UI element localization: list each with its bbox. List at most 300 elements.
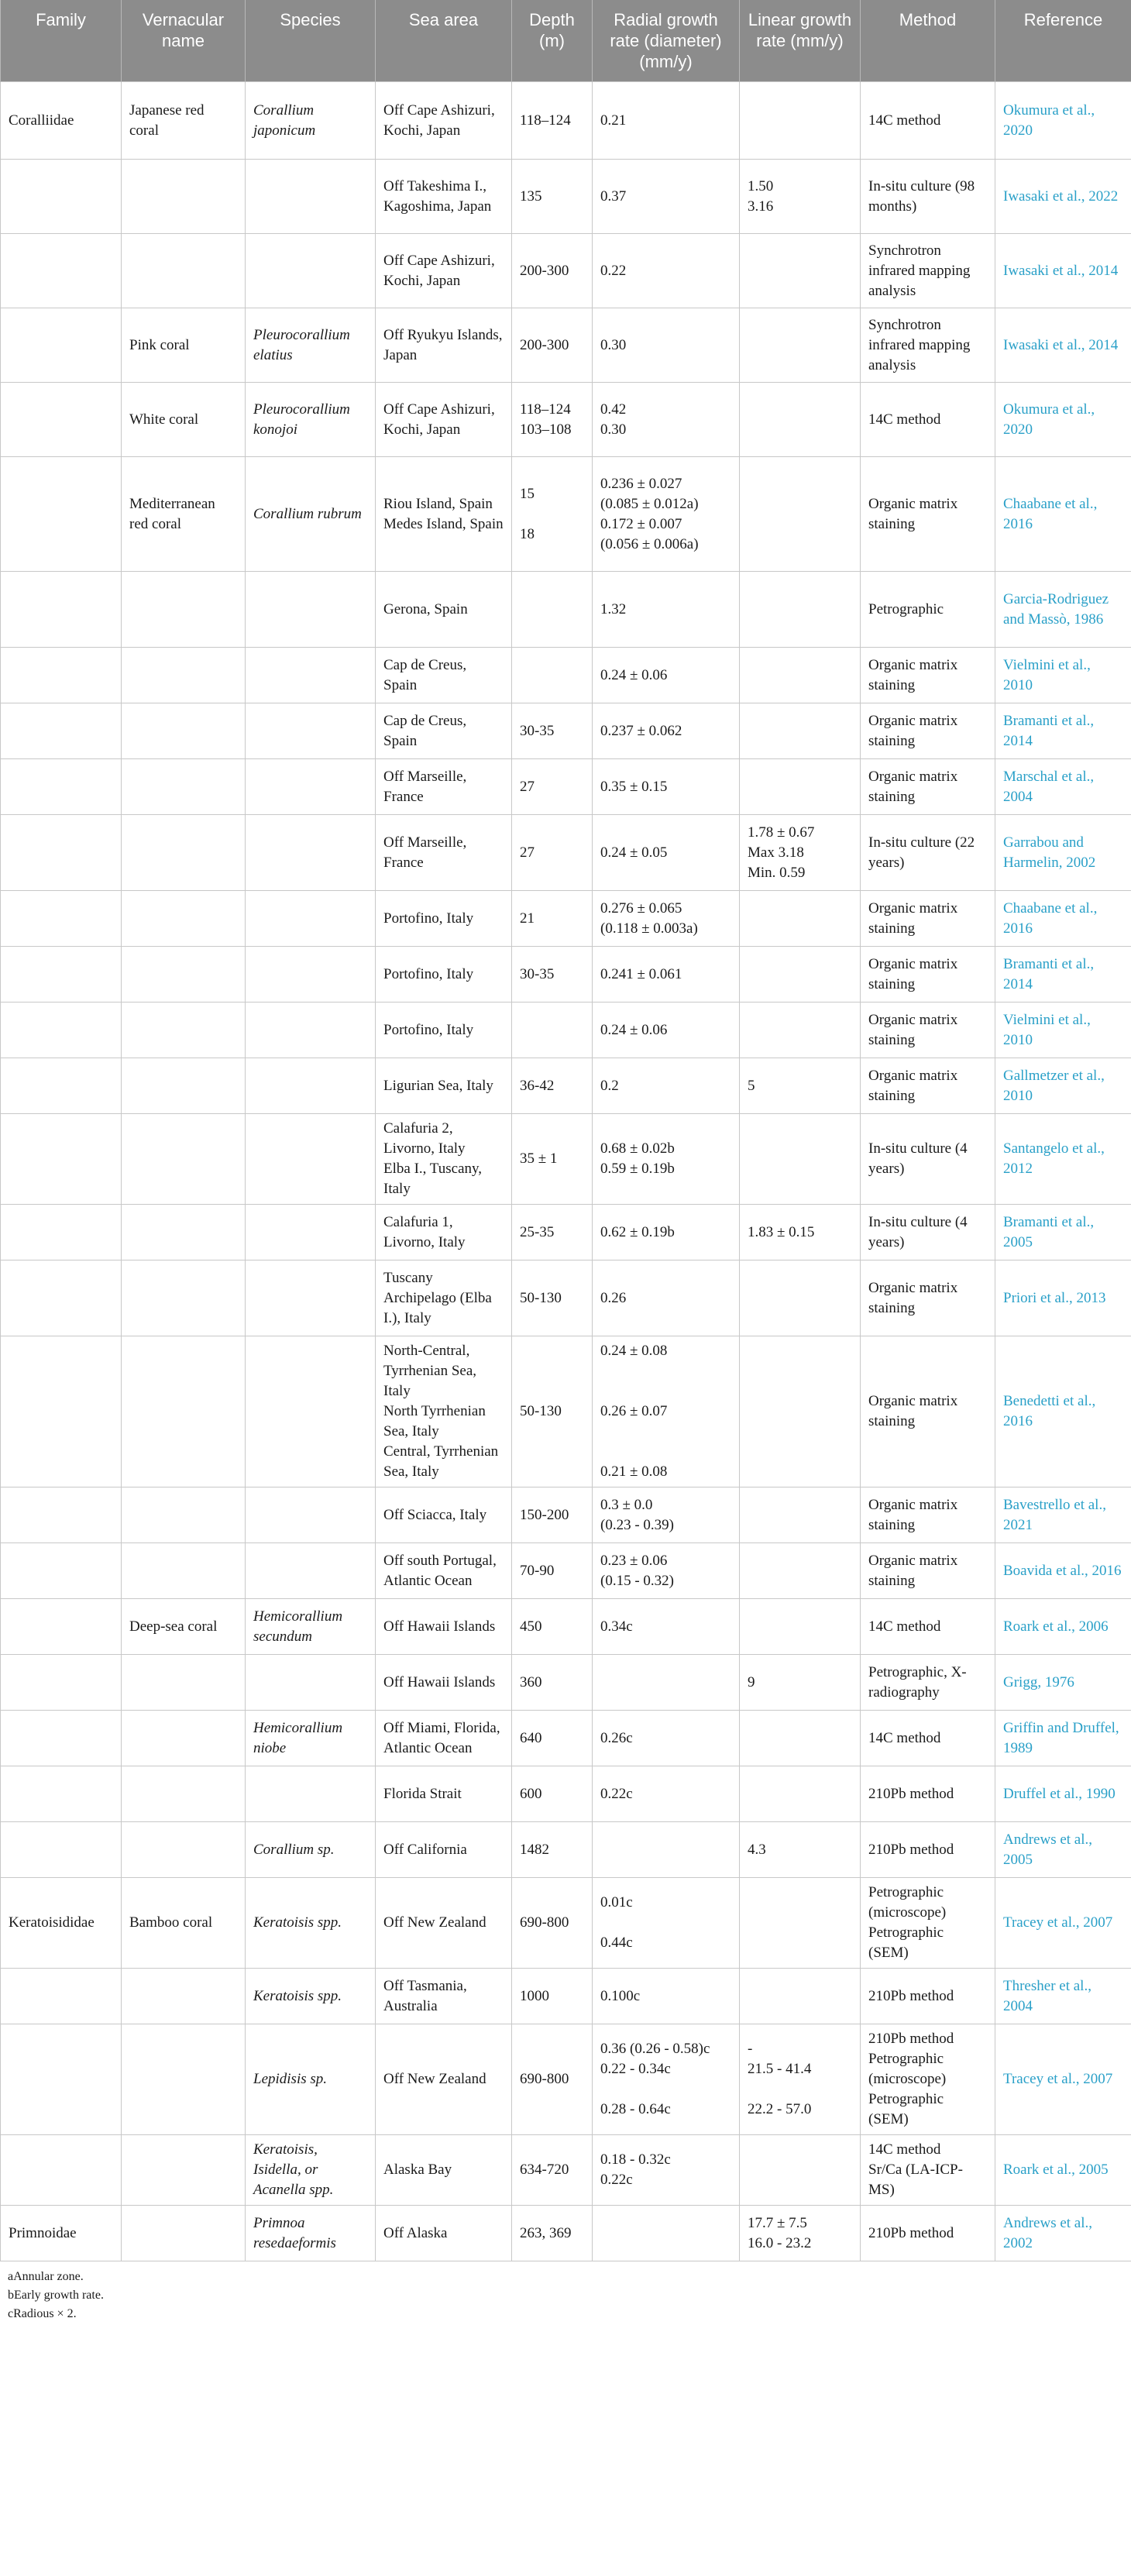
cell-species: Hemicorallium niobe: [246, 1711, 376, 1766]
cell-linear: [740, 1599, 861, 1655]
cell-sea: Calafuria 2, Livorno, Italy Elba I., Tuscany, Italy: [376, 1114, 512, 1205]
cell-radial: 0.22: [593, 234, 740, 308]
cell-method: Organic matrix staining: [861, 1543, 995, 1599]
cell-vernacular: [122, 1058, 246, 1114]
cell-species: [246, 1766, 376, 1822]
cell-linear: [740, 572, 861, 648]
cell-depth: [512, 572, 593, 648]
cell-sea: Off Hawaii Islands: [376, 1655, 512, 1711]
cell-family: [1, 759, 122, 815]
cell-depth: 1482: [512, 1822, 593, 1878]
cell-species: [246, 947, 376, 1003]
cell-depth: 150-200: [512, 1487, 593, 1543]
cell-radial: 0.24 ± 0.08 0.26 ± 0.07 0.21 ± 0.08: [593, 1336, 740, 1487]
cell-depth: 15 18: [512, 457, 593, 572]
cell-depth: 690-800: [512, 1878, 593, 1969]
cell-depth: [512, 648, 593, 703]
table-row: [1, 759, 1131, 815]
cell-vernacular: [122, 2135, 246, 2206]
cell-reference[interactable]: Priori et al., 2013: [995, 1260, 1131, 1336]
cell-linear: [740, 2135, 861, 2206]
cell-radial: 0.23 ± 0.06 (0.15 - 0.32): [593, 1543, 740, 1599]
cell-depth: [512, 1003, 593, 1058]
cell-method: Synchrotron infrared mapping analysis: [861, 308, 995, 383]
cell-sea: Off Marseille, France: [376, 815, 512, 891]
cell-radial: 0.68 ± 0.02b 0.59 ± 0.19b: [593, 1114, 740, 1205]
cell-sea: Calafuria 1, Livorno, Italy: [376, 1205, 512, 1260]
cell-sea: North-Central, Tyrrhenian Sea, Italy North Tyrrhenian Sea, Italy Central, Tyrrhenian Sea, Italy: [376, 1336, 512, 1487]
cell-sea: Florida Strait: [376, 1766, 512, 1822]
table-row: [1, 1599, 1131, 1655]
cell-species: Lepidisis sp.: [246, 2024, 376, 2135]
cell-species: [246, 1003, 376, 1058]
cell-depth: 27: [512, 759, 593, 815]
cell-species: Pleurocorallium konojoi: [246, 383, 376, 457]
cell-vernacular: Japanese red coral: [122, 82, 246, 160]
cell-radial: 0.3 ± 0.0 (0.23 - 0.39): [593, 1487, 740, 1543]
cell-sea: Off Ryukyu Islands, Japan: [376, 308, 512, 383]
cell-linear: 1.83 ± 0.15: [740, 1205, 861, 1260]
cell-vernacular: [122, 891, 246, 947]
cell-sea: Portofino, Italy: [376, 1003, 512, 1058]
cell-method: Organic matrix staining: [861, 947, 995, 1003]
footnote: cRadious × 2.: [8, 2307, 77, 2320]
cell-sea: Tuscany Archipelago (Elba I.), Italy: [376, 1260, 512, 1336]
cell-radial: 0.30: [593, 308, 740, 383]
cell-species: Keratoisis, Isidella, or Acanella spp.: [246, 2135, 376, 2206]
cell-radial: 0.62 ± 0.19b: [593, 1205, 740, 1260]
cell-reference[interactable]: Chaabane et al., 2016: [995, 891, 1131, 947]
header-vernacular: Vernacular name: [122, 0, 246, 82]
cell-species: Keratoisis spp.: [246, 1878, 376, 1969]
cell-linear: [740, 1260, 861, 1336]
cell-method: 210Pb method Petrographic (microscope) Petrographic (SEM): [861, 2024, 995, 2135]
cell-family: [1, 891, 122, 947]
cell-linear: [740, 82, 861, 160]
header-reference: Reference: [995, 0, 1131, 82]
cell-reference[interactable]: Iwasaki et al., 2014: [995, 308, 1131, 383]
cell-family: Primnoidae: [1, 2206, 122, 2261]
cell-species: [246, 1205, 376, 1260]
cell-reference[interactable]: Gallmetzer et al., 2010: [995, 1058, 1131, 1114]
cell-depth: 200-300: [512, 308, 593, 383]
footnote: aAnnular zone.: [8, 2270, 84, 2283]
cell-reference[interactable]: Grigg, 1976: [995, 1655, 1131, 1711]
cell-species: [246, 1655, 376, 1711]
cell-vernacular: [122, 2206, 246, 2261]
cell-linear: [740, 308, 861, 383]
cell-species: Corallium sp.: [246, 1822, 376, 1878]
cell-linear: [740, 1969, 861, 2024]
cell-method: In-situ culture (4 years): [861, 1114, 995, 1205]
cell-depth: 50-130: [512, 1260, 593, 1336]
cell-sea: Off Cape Ashizuri, Kochi, Japan: [376, 234, 512, 308]
table-row: [1, 2024, 1131, 2135]
cell-sea: Portofino, Italy: [376, 891, 512, 947]
cell-species: [246, 572, 376, 648]
cell-sea: Off New Zealand: [376, 1878, 512, 1969]
table-row: [1, 1058, 1131, 1114]
cell-species: [246, 1336, 376, 1487]
cell-family: [1, 2135, 122, 2206]
cell-linear: 17.7 ± 7.5 16.0 - 23.2: [740, 2206, 861, 2261]
cell-method: 210Pb method: [861, 1822, 995, 1878]
cell-reference[interactable]: Garcia-Rodriguez and Massò, 1986: [995, 572, 1131, 648]
cell-species: [246, 160, 376, 234]
cell-sea: Portofino, Italy: [376, 947, 512, 1003]
cell-species: Corallium japonicum: [246, 82, 376, 160]
cell-depth: 21: [512, 891, 593, 947]
cell-vernacular: [122, 160, 246, 234]
cell-linear: [740, 1766, 861, 1822]
cell-vernacular: [122, 1260, 246, 1336]
cell-radial: 0.42 0.30: [593, 383, 740, 457]
cell-family: [1, 1205, 122, 1260]
cell-sea: Off Alaska: [376, 2206, 512, 2261]
cell-radial: 0.21: [593, 82, 740, 160]
cell-method: 210Pb method: [861, 2206, 995, 2261]
cell-species: Keratoisis spp.: [246, 1969, 376, 2024]
table-row: [1, 815, 1131, 891]
cell-radial: 0.24 ± 0.06: [593, 648, 740, 703]
cell-method: Petrographic: [861, 572, 995, 648]
cell-vernacular: [122, 648, 246, 703]
cell-vernacular: White coral: [122, 383, 246, 457]
cell-species: [246, 1487, 376, 1543]
cell-reference[interactable]: Tracey et al., 2007: [995, 1878, 1131, 1969]
header-family: Family: [1, 0, 122, 82]
cell-method: In-situ culture (22 years): [861, 815, 995, 891]
cell-vernacular: [122, 1543, 246, 1599]
cell-reference[interactable]: Benedetti et al., 2016: [995, 1336, 1131, 1487]
cell-linear: 5: [740, 1058, 861, 1114]
cell-radial: 0.2: [593, 1058, 740, 1114]
cell-depth: 634-720: [512, 2135, 593, 2206]
table-row: [1, 160, 1131, 234]
cell-radial: 0.26: [593, 1260, 740, 1336]
cell-linear: [740, 234, 861, 308]
cell-vernacular: [122, 1003, 246, 1058]
table-row: [1, 383, 1131, 457]
cell-method: Synchrotron infrared mapping analysis: [861, 234, 995, 308]
cell-sea: Off California: [376, 1822, 512, 1878]
cell-sea: Gerona, Spain: [376, 572, 512, 648]
cell-family: [1, 1336, 122, 1487]
cell-linear: [740, 457, 861, 572]
table-row: [1, 1003, 1131, 1058]
cell-radial: 0.22c: [593, 1766, 740, 1822]
cell-radial: 0.36 (0.26 - 0.58)c 0.22 - 0.34c 0.28 - 0.64c: [593, 2024, 740, 2135]
cell-vernacular: [122, 815, 246, 891]
cell-linear: [740, 1711, 861, 1766]
cell-linear: [740, 947, 861, 1003]
cell-family: [1, 1655, 122, 1711]
cell-reference[interactable]: Druffel et al., 1990: [995, 1766, 1131, 1822]
table-row: [1, 1878, 1131, 1969]
cell-family: Keratoisididae: [1, 1878, 122, 1969]
cell-depth: 25-35: [512, 1205, 593, 1260]
cell-reference[interactable]: Garrabou and Harmelin, 2002: [995, 815, 1131, 891]
cell-vernacular: [122, 1822, 246, 1878]
cell-family: [1, 383, 122, 457]
cell-family: [1, 1969, 122, 2024]
cell-reference[interactable]: Roark et al., 2006: [995, 1599, 1131, 1655]
cell-linear: 9: [740, 1655, 861, 1711]
table-row: [1, 1822, 1131, 1878]
header-depth: Depth (m): [512, 0, 593, 82]
cell-linear: [740, 759, 861, 815]
cell-method: 210Pb method: [861, 1766, 995, 1822]
cell-reference[interactable]: Andrews et al., 2005: [995, 1822, 1131, 1878]
cell-vernacular: [122, 759, 246, 815]
cell-family: [1, 815, 122, 891]
table-row: [1, 1766, 1131, 1822]
cell-depth: 30-35: [512, 947, 593, 1003]
cell-family: [1, 1114, 122, 1205]
cell-vernacular: [122, 1114, 246, 1205]
cell-depth: 35 ± 1: [512, 1114, 593, 1205]
cell-vernacular: [122, 234, 246, 308]
cell-vernacular: [122, 947, 246, 1003]
cell-species: [246, 1114, 376, 1205]
cell-family: [1, 1822, 122, 1878]
cell-radial: 0.37: [593, 160, 740, 234]
header-species: Species: [246, 0, 376, 82]
cell-vernacular: Pink coral: [122, 308, 246, 383]
cell-vernacular: [122, 1655, 246, 1711]
cell-species: Pleurocorallium elatius: [246, 308, 376, 383]
cell-radial: [593, 1655, 740, 1711]
cell-reference[interactable]: Santangelo et al., 2012: [995, 1114, 1131, 1205]
cell-linear: [740, 1878, 861, 1969]
cell-method: In-situ culture (4 years): [861, 1205, 995, 1260]
table-row: [1, 1655, 1131, 1711]
cell-reference[interactable]: Marschal et al., 2004: [995, 759, 1131, 815]
cell-radial: [593, 2206, 740, 2261]
cell-vernacular: [122, 1205, 246, 1260]
cell-species: [246, 891, 376, 947]
cell-sea: Off New Zealand: [376, 2024, 512, 2135]
table-body: [1, 82, 1131, 2261]
cell-radial: 0.236 ± 0.027 (0.085 ± 0.012a) 0.172 ± 0.007 (0.056 ± 0.006a): [593, 457, 740, 572]
table-row: [1, 1487, 1131, 1543]
cell-sea: Off south Portugal, Atlantic Ocean: [376, 1543, 512, 1599]
cell-radial: 0.34c: [593, 1599, 740, 1655]
cell-reference[interactable]: Bramanti et al., 2014: [995, 703, 1131, 759]
cell-linear: 4.3: [740, 1822, 861, 1878]
cell-reference[interactable]: Iwasaki et al., 2022: [995, 160, 1131, 234]
cell-method: Organic matrix staining: [861, 1058, 995, 1114]
cell-sea: Off Hawaii Islands: [376, 1599, 512, 1655]
cell-family: [1, 1766, 122, 1822]
cell-method: Organic matrix staining: [861, 1487, 995, 1543]
cell-sea: Cap de Creus, Spain: [376, 703, 512, 759]
cell-radial: 0.24 ± 0.05: [593, 815, 740, 891]
table-row: [1, 648, 1131, 703]
cell-reference[interactable]: Roark et al., 2005: [995, 2135, 1131, 2206]
cell-species: [246, 759, 376, 815]
cell-species: Corallium rubrum: [246, 457, 376, 572]
table-row: [1, 891, 1131, 947]
cell-method: 14C method: [861, 383, 995, 457]
cell-depth: 360: [512, 1655, 593, 1711]
cell-sea: Off Marseille, France: [376, 759, 512, 815]
cell-radial: [593, 1822, 740, 1878]
cell-depth: 27: [512, 815, 593, 891]
cell-radial: 0.24 ± 0.06: [593, 1003, 740, 1058]
cell-method: Organic matrix staining: [861, 1336, 995, 1487]
cell-method: Organic matrix staining: [861, 891, 995, 947]
cell-family: [1, 1711, 122, 1766]
table-row: [1, 2206, 1131, 2261]
cell-family: [1, 703, 122, 759]
table-row: [1, 572, 1131, 648]
table-row: [1, 2135, 1131, 2206]
cell-radial: 0.35 ± 0.15: [593, 759, 740, 815]
cell-vernacular: [122, 572, 246, 648]
cell-linear: [740, 1003, 861, 1058]
cell-vernacular: Mediterranean red coral: [122, 457, 246, 572]
cell-species: [246, 648, 376, 703]
cell-family: [1, 1003, 122, 1058]
cell-reference[interactable]: Tracey et al., 2007: [995, 2024, 1131, 2135]
footnotes: [0, 2261, 1131, 2323]
cell-depth: 30-35: [512, 703, 593, 759]
table-row: [1, 1711, 1131, 1766]
header-linear-growth: Linear growth rate (mm/y): [740, 0, 861, 82]
cell-vernacular: [122, 1766, 246, 1822]
cell-family: [1, 457, 122, 572]
cell-sea: Alaska Bay: [376, 2135, 512, 2206]
cell-family: [1, 947, 122, 1003]
cell-reference[interactable]: Thresher et al., 2004: [995, 1969, 1131, 2024]
cell-method: Organic matrix staining: [861, 457, 995, 572]
cell-method: Petrographic (microscope) Petrographic (SEM): [861, 1878, 995, 1969]
cell-species: [246, 1260, 376, 1336]
cell-linear: 1.78 ± 0.67 Max 3.18 Min. 0.59: [740, 815, 861, 891]
table-row: [1, 308, 1131, 383]
cell-reference[interactable]: Vielmini et al., 2010: [995, 648, 1131, 703]
cell-linear: [740, 891, 861, 947]
cell-family: [1, 648, 122, 703]
cell-depth: 70-90: [512, 1543, 593, 1599]
table-row: [1, 1260, 1131, 1336]
cell-depth: 118–124: [512, 82, 593, 160]
cell-radial: 0.26c: [593, 1711, 740, 1766]
cell-sea: Off Takeshima I., Kagoshima, Japan: [376, 160, 512, 234]
cell-linear: [740, 1114, 861, 1205]
cell-depth: 118–124 103–108: [512, 383, 593, 457]
cell-depth: 1000: [512, 1969, 593, 2024]
cell-vernacular: [122, 1711, 246, 1766]
header-radial-growth: Radial growth rate (diameter) (mm/y): [593, 0, 740, 82]
cell-linear: [740, 1487, 861, 1543]
cell-species: [246, 1058, 376, 1114]
cell-species: [246, 703, 376, 759]
header-method: Method: [861, 0, 995, 82]
cell-sea: Off Cape Ashizuri, Kochi, Japan: [376, 82, 512, 160]
cell-reference[interactable]: Iwasaki et al., 2014: [995, 234, 1131, 308]
cell-radial: 1.32: [593, 572, 740, 648]
cell-family: Coralliidae: [1, 82, 122, 160]
cell-radial: 0.276 ± 0.065 (0.118 ± 0.003a): [593, 891, 740, 947]
table-row: [1, 947, 1131, 1003]
cell-depth: 135: [512, 160, 593, 234]
table-row: [1, 1336, 1131, 1487]
cell-sea: Off Sciacca, Italy: [376, 1487, 512, 1543]
cell-sea: Off Cape Ashizuri, Kochi, Japan: [376, 383, 512, 457]
cell-family: [1, 1543, 122, 1599]
cell-reference[interactable]: Bavestrello et al., 2021: [995, 1487, 1131, 1543]
cell-species: [246, 1543, 376, 1599]
cell-sea: Off Tasmania, Australia: [376, 1969, 512, 2024]
cell-species: Primnoa resedaeformis: [246, 2206, 376, 2261]
cell-method: Organic matrix staining: [861, 648, 995, 703]
cell-radial: 0.241 ± 0.061: [593, 947, 740, 1003]
cell-radial: 0.100c: [593, 1969, 740, 2024]
cell-linear: [740, 383, 861, 457]
cell-reference[interactable]: Griffin and Druffel, 1989: [995, 1711, 1131, 1766]
table-row: [1, 457, 1131, 572]
cell-method: In-situ culture (98 months): [861, 160, 995, 234]
cell-method: Organic matrix staining: [861, 1260, 995, 1336]
cell-vernacular: Bamboo coral: [122, 1878, 246, 1969]
table-row: [1, 82, 1131, 160]
cell-depth: 640: [512, 1711, 593, 1766]
cell-reference[interactable]: Bramanti et al., 2014: [995, 947, 1131, 1003]
cell-species: Hemicorallium secundum: [246, 1599, 376, 1655]
cell-depth: 690-800: [512, 2024, 593, 2135]
cell-family: [1, 1487, 122, 1543]
cell-radial: 0.237 ± 0.062: [593, 703, 740, 759]
cell-family: [1, 160, 122, 234]
cell-method: Organic matrix staining: [861, 703, 995, 759]
cell-reference[interactable]: Andrews et al., 2002: [995, 2206, 1131, 2261]
footnote: bEarly growth rate.: [8, 2289, 104, 2302]
cell-reference[interactable]: Okumura et al., 2020: [995, 82, 1131, 160]
cell-reference[interactable]: Chaabane et al., 2016: [995, 457, 1131, 572]
cell-vernacular: [122, 1969, 246, 2024]
cell-linear: [740, 703, 861, 759]
cell-depth: 36-42: [512, 1058, 593, 1114]
cell-reference[interactable]: Okumura et al., 2020: [995, 383, 1131, 457]
cell-reference[interactable]: Boavida et al., 2016: [995, 1543, 1131, 1599]
cell-vernacular: Deep-sea coral: [122, 1599, 246, 1655]
cell-reference[interactable]: Vielmini et al., 2010: [995, 1003, 1131, 1058]
table-row: [1, 703, 1131, 759]
cell-family: [1, 1058, 122, 1114]
cell-reference[interactable]: Bramanti et al., 2005: [995, 1205, 1131, 1260]
cell-family: [1, 1260, 122, 1336]
table-row: [1, 234, 1131, 308]
cell-linear: 1.50 3.16: [740, 160, 861, 234]
cell-method: 210Pb method: [861, 1969, 995, 2024]
table-row: [1, 1969, 1131, 2024]
cell-depth: 600: [512, 1766, 593, 1822]
cell-sea: Off Miami, Florida, Atlantic Ocean: [376, 1711, 512, 1766]
cell-vernacular: [122, 2024, 246, 2135]
cell-family: [1, 1599, 122, 1655]
cell-vernacular: [122, 703, 246, 759]
cell-family: [1, 572, 122, 648]
cell-species: [246, 815, 376, 891]
cell-method: 14C method: [861, 1711, 995, 1766]
cell-depth: 50-130: [512, 1336, 593, 1487]
cell-sea: Ligurian Sea, Italy: [376, 1058, 512, 1114]
cell-family: [1, 308, 122, 383]
cell-method: Petrographic, X-radiography: [861, 1655, 995, 1711]
table-row: [1, 1114, 1131, 1205]
